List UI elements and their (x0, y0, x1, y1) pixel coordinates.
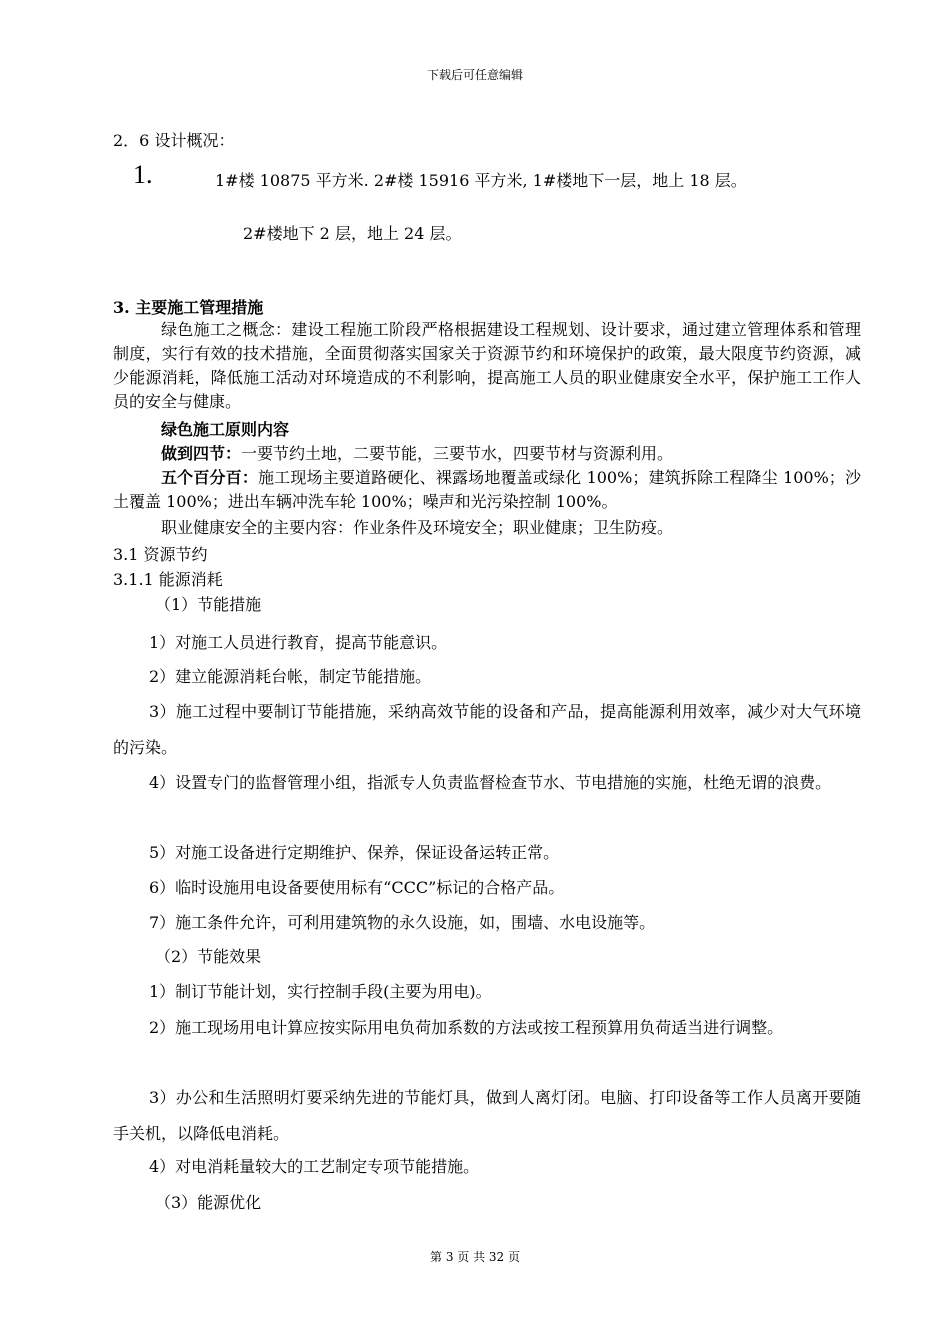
section-3-1-heading: 3.1 资源节约 (113, 545, 208, 564)
effect-item: 1）制订节能计划，实行控制手段(主要为用电)。 (149, 982, 492, 1001)
section-3-1-1-heading: 3.1.1 能源消耗 (113, 570, 223, 589)
four-text: 一要节约土地，二要节能，三要节水，四要节材与资源利用。 (241, 444, 674, 463)
five-text: 施工现场主要道路硬化、裸露场地覆盖或绿化 100%；建筑拆除工程降尘 100%；沙土覆盖 100%；进出车辆冲洗车轮 100%；噪声和光污染控制 100%。 (113, 468, 861, 511)
measure-item: 7）施工条件允许，可利用建筑物的永久设施，如，围墙、水电设施等。 (149, 913, 656, 932)
principles-heading: 绿色施工原则内容 (161, 420, 290, 439)
measure-item: 1）对施工人员进行教育，提高节能意识。 (149, 633, 448, 652)
design-heading: 2．6 设计概况： (113, 131, 235, 150)
page-header: 下载后可任意编辑 (426, 68, 523, 82)
optimize-heading: （3）能源优化 (155, 1193, 262, 1212)
four-label: 做到四节： (161, 444, 242, 463)
four-savings (113, 442, 861, 466)
measure-item: 2）建立能源消耗台帐，制定节能措施。 (149, 667, 432, 686)
effect-item: 2）施工现场用电计算应按实际用电负荷加系数的方法或按工程预算用负荷适当进行调整。 (149, 1018, 784, 1037)
health-line: 职业健康安全的主要内容：作业条件及环境安全；职业健康；卫生防疫。 (161, 518, 674, 537)
effect-item: 3）办公和生活照明灯要采纳先进的节能灯具，做到人离灯闭。电脑、打印设备等工作人员离开要随手关机，以降低电消耗。 (113, 1088, 861, 1143)
measure-item: 5）对施工设备进行定期维护、保养，保证设备运转正常。 (149, 843, 560, 862)
effect-item: 4）对电消耗量较大的工艺制定专项节能措施。 (149, 1157, 480, 1176)
measure-item: 6）临时设施用电设备要使用标有“CCC”标记的合格产品。 (149, 878, 565, 897)
measure-item: 3）施工过程中要制订节能措施，采纳高效节能的设备和产品，提高能源利用效率，减少对大气环境的污染。 (113, 702, 861, 757)
measures-heading: （1）节能措施 (155, 595, 262, 614)
design-line-2: 2#楼地下 2 层，地上 24 层。 (243, 224, 462, 243)
section-3-heading: 3. 主要施工管理措施 (113, 298, 264, 317)
five-percent (113, 466, 861, 514)
five-label: 五个百分百： (161, 468, 258, 487)
concept-paragraph: 绿色施工之概念：建设工程施工阶段严格根据建设工程规划、设计要求，通过建立管理体系和管理制度，实行有效的技术措施，全面贯彻落实国家关于资源节约和环境保护的政策，最大限度节约资源，减少能源消耗，降低施工活动对环境造成的不利影响，提高施工人员的职业健康安全水平，保护施工工作人员的安全与健康。 (113, 320, 861, 411)
list-marker: 1. (133, 160, 153, 189)
effects-heading: （2）节能效果 (155, 947, 262, 966)
design-line-1: 1#楼 10875 平方米. 2#楼 15916 平方米, 1#楼地下一层，地上 18 层。 (215, 171, 747, 190)
measure-item: 4）设置专门的监督管理小组，指派专人负责监督检查节水、节电措施的实施，杜绝无谓的浪费。 (149, 773, 832, 792)
page-footer: 第 3 页 共 32 页 (430, 1250, 520, 1264)
